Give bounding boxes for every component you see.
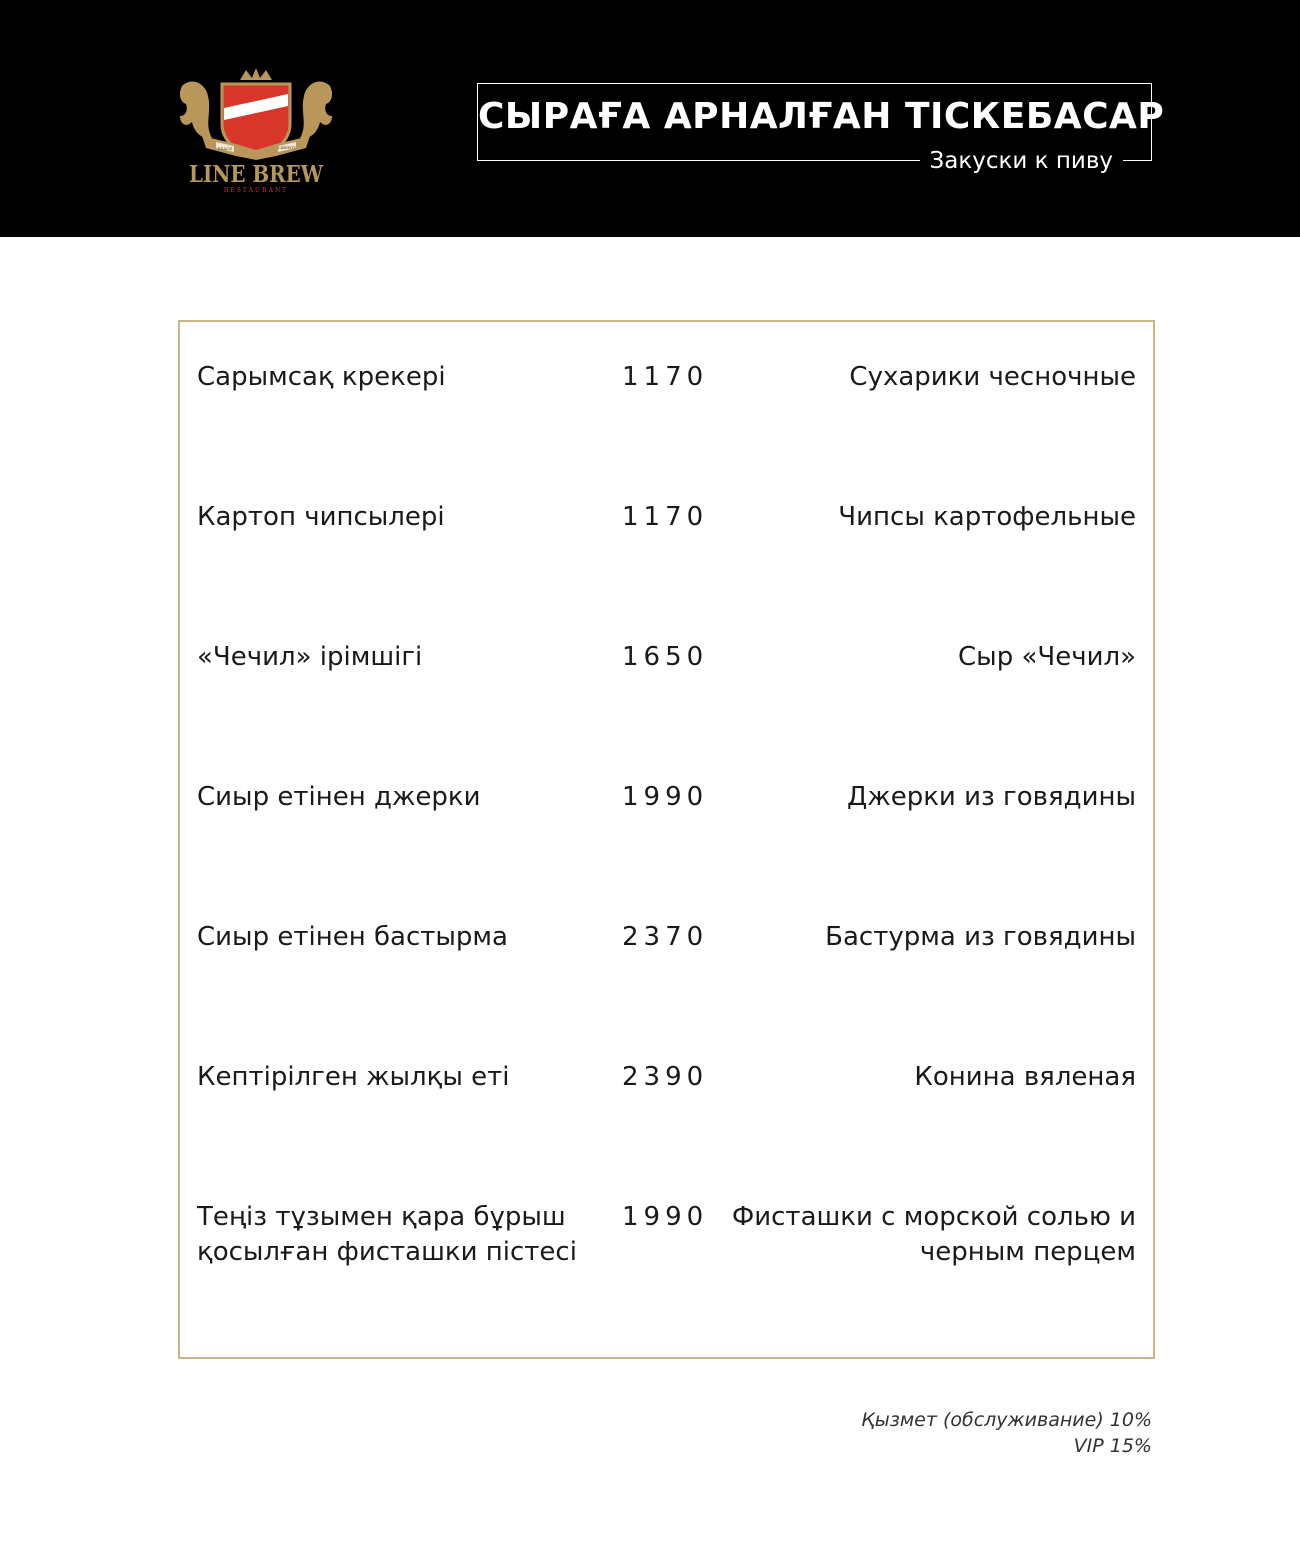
line-brew-logo bbox=[172, 66, 340, 198]
menu-item-price: 2390 bbox=[622, 1062, 709, 1092]
logo-brand-sub: RESTAURANT bbox=[223, 187, 289, 194]
menu-item-name-kz: Теңіз тұзымен қара бұрыш қосылған фисташки пістесі bbox=[197, 1202, 577, 1267]
menu-item-name-ru: Фисташки с морской солью и черным перцем bbox=[731, 1202, 1136, 1267]
menu-item-price: 1170 bbox=[622, 502, 709, 532]
page-subtitle: Закуски к пиву bbox=[920, 146, 1124, 176]
line-brew-crest-icon bbox=[172, 66, 340, 198]
service-charge-note bbox=[861, 1407, 1152, 1459]
title-frame bbox=[477, 83, 1165, 174]
logo-ribbon-left: PEACE bbox=[217, 146, 233, 151]
menu-item-name-ru: Чипсы картофельные bbox=[838, 502, 1136, 532]
menu-item-name-ru: Бастурма из говядины bbox=[825, 922, 1136, 952]
menu-item-price: 1990 bbox=[622, 1202, 709, 1232]
menu-item-name-kz: «Чечил» ірімшігі bbox=[197, 642, 423, 672]
menu-item-name-ru: Сухарики чесночные bbox=[849, 362, 1136, 392]
menu-item-price: 1990 bbox=[622, 782, 709, 812]
menu-item-name-kz: Сиыр етінен джерки bbox=[197, 782, 481, 812]
menu-item-name-ru: Конина вяленая bbox=[914, 1062, 1136, 1092]
menu-item-name-kz: Сиыр етінен бастырма bbox=[197, 922, 508, 952]
menu-item-name-kz: Кептірілген жылқы еті bbox=[197, 1062, 510, 1092]
logo-brand-name: LINE BREW bbox=[189, 161, 324, 188]
service-charge-text: Қызмет (обслуживание) 10% bbox=[861, 1409, 1152, 1431]
menu-list bbox=[178, 320, 1155, 1359]
menu-item-price: 1650 bbox=[622, 642, 709, 672]
menu-item-price: 1170 bbox=[622, 362, 709, 392]
logo-ribbon-right: LIBERTY bbox=[277, 145, 297, 150]
menu-item-name-ru: Сыр «Чечил» bbox=[958, 642, 1136, 672]
menu-item-name-ru: Джерки из говядины bbox=[846, 782, 1136, 812]
page-title: СЫРАҒА АРНАЛҒАН ТІСКЕБАСАР bbox=[478, 96, 1165, 137]
vip-charge-text: VIP 15% bbox=[1073, 1435, 1152, 1457]
header bbox=[0, 0, 1300, 237]
menu-item-name-kz: Картоп чипсылері bbox=[197, 502, 445, 532]
menu-item-price: 2370 bbox=[622, 922, 709, 952]
menu-item-name-kz: Сарымсақ крекері bbox=[197, 362, 446, 392]
